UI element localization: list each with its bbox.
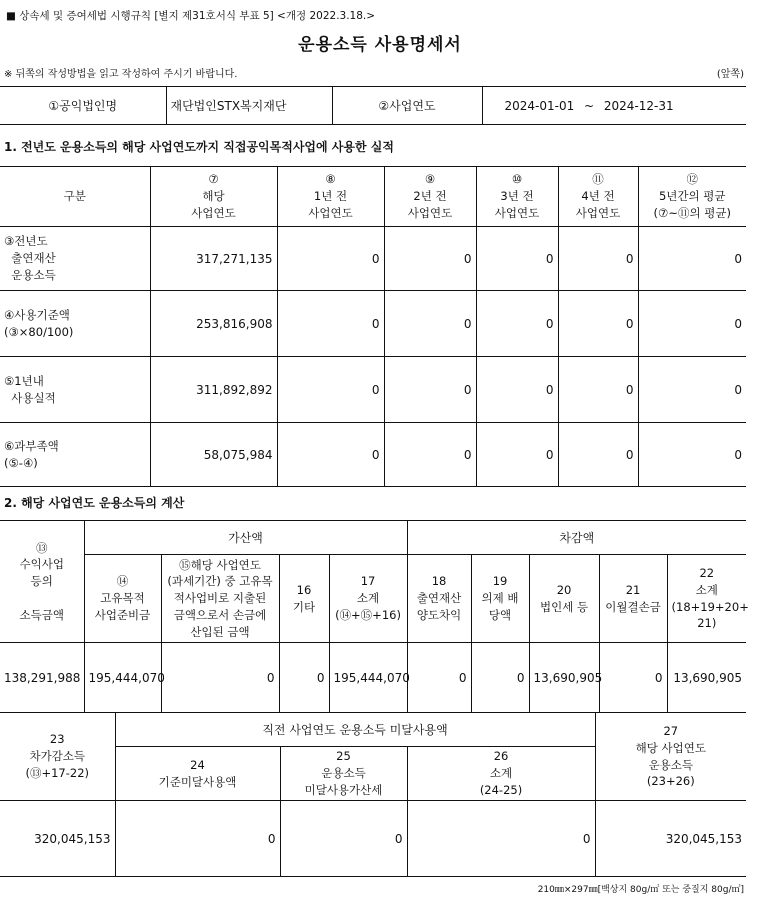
h21-loss <box>599 555 667 643</box>
cell-value: 0 <box>277 423 384 487</box>
col-header-num: ⑪ <box>592 172 604 187</box>
header-line: 16 <box>296 582 312 597</box>
header-line: 출연재산 <box>416 591 462 606</box>
cell-value: 0 <box>279 643 329 713</box>
header-line: ⑭ <box>116 574 129 589</box>
cell-value: 0 <box>558 423 638 487</box>
h13-income <box>0 521 84 643</box>
header-line: 20 <box>556 582 572 597</box>
header-line: 의제 배 <box>481 591 519 606</box>
header-line: (23+26) <box>646 774 695 789</box>
header-line: 27 <box>663 724 679 739</box>
net-income-table <box>0 712 746 877</box>
year-from: 2024-01-01 <box>504 98 575 113</box>
header-line: 1년 전 <box>313 189 348 204</box>
col-header-1 <box>150 167 277 227</box>
instruction-note: ※ 뒤쪽의 작성방법을 읽고 작성하여 주시기 바랍니다. <box>4 69 238 80</box>
cell-value: 58,075,984 <box>150 423 277 487</box>
cell-value: 0 <box>599 643 667 713</box>
cell-value: 0 <box>161 643 279 713</box>
section1-heading: 1. 전년도 운용소득의 해당 사업연도까지 직접공익목적사업에 사용한 실적 <box>4 140 394 154</box>
operating-income-calc-table <box>0 520 749 713</box>
cell-value: 0 <box>277 357 384 423</box>
cell-value: 320,045,153 <box>0 801 115 877</box>
header-line: 출연재산 <box>4 251 56 266</box>
col-header-2 <box>277 167 384 227</box>
cell-value: 0 <box>558 291 638 357</box>
header-line: ⑤1년내 <box>4 373 44 388</box>
cell-value: 0 <box>277 291 384 357</box>
cell-value: 0 <box>277 227 384 291</box>
header-line: 사용실적 <box>4 390 56 405</box>
cell-value: 0 <box>476 291 558 357</box>
h22-subtotal <box>667 555 749 643</box>
header-line: 수익사업 <box>19 557 64 572</box>
h20-tax <box>529 555 599 643</box>
cell-value: 0 <box>638 291 746 357</box>
header-line: 소계 <box>489 766 513 781</box>
header-line: 이월결손금 <box>605 599 661 614</box>
header-line: 양도차익 <box>416 607 462 622</box>
header-line: ⑮해당 사업연도 <box>179 557 261 572</box>
usage-record-table <box>0 166 746 487</box>
header-line: (⑬+17-22) <box>25 765 90 780</box>
header-line: 산입된 금액 <box>190 624 250 639</box>
header-line: 24 <box>190 757 205 772</box>
cell-value: 13,690,905 <box>529 643 599 713</box>
header-line: 차가감소득 <box>29 749 86 764</box>
table-row <box>0 423 746 487</box>
header-line: (⑤-④) <box>4 455 38 470</box>
col-header-num: ⑧ <box>325 172 336 187</box>
header-line: 사업준비금 <box>94 607 151 622</box>
col-header-5 <box>558 167 638 227</box>
header-line: (⑦~⑪의 평균) <box>653 205 731 220</box>
h19-dividend <box>471 555 529 643</box>
cell-value: 0 <box>638 357 746 423</box>
header-line: 운용소득 <box>4 267 56 282</box>
cell-value: 195,444,070 <box>329 643 407 713</box>
header-line: (18+19+20+ <box>671 599 749 614</box>
corp-name-value: 재단법인STX복지재단 <box>166 87 332 125</box>
table-row <box>0 291 746 357</box>
h23-net-income <box>0 713 115 801</box>
header-line: 25 <box>336 749 351 764</box>
header-line: 5년간의 평균 <box>658 189 726 204</box>
header-line: (⑭+⑮+16) <box>335 607 401 622</box>
header-line: 21 <box>625 582 641 597</box>
header-line: 기준미달사용액 <box>158 774 237 789</box>
col-header-4 <box>476 167 558 227</box>
info-table <box>0 86 746 125</box>
header-line: 21) <box>697 616 717 631</box>
h16-other <box>279 555 329 643</box>
header-line: (과세기간) 중 고유목 <box>167 574 273 589</box>
header-line <box>4 590 80 607</box>
cell-value: 317,271,135 <box>150 227 277 291</box>
section2-heading: 2. 해당 사업연도 운용소득의 계산 <box>4 496 185 510</box>
cell-value: 320,045,153 <box>595 801 746 877</box>
cell-value: 0 <box>638 227 746 291</box>
header-line: ⑥과부족액 <box>4 438 59 453</box>
header-line: 4년 전 <box>581 189 615 204</box>
fiscal-year-label: ②사업연도 <box>332 87 482 125</box>
header-line: 해당 사업연도 <box>635 740 706 755</box>
col-header-num: ⑨ <box>424 172 436 187</box>
cell-value: 253,816,908 <box>150 291 277 357</box>
col-header-3 <box>384 167 476 227</box>
header-line: (24-25) <box>479 782 523 797</box>
header-line: 17 <box>360 574 376 589</box>
header-line: 사업연도 <box>575 205 621 220</box>
col-header-num: ⑦ <box>208 172 219 187</box>
header-line: 구분 <box>63 189 86 204</box>
header-line: 등의 <box>30 574 53 589</box>
header-line: ⑬ <box>36 540 48 555</box>
h18-gain <box>407 555 471 643</box>
law-reference: ■ 상속세 및 증여세법 시행규칙 [별지 제31호서식 부표 5] <개정 2022.3.18.> <box>6 10 376 22</box>
col-header-6 <box>638 167 746 227</box>
cell-value: 0 <box>384 227 476 291</box>
row-label <box>0 357 150 423</box>
header-line: 2년 전 <box>413 189 447 204</box>
table-row <box>0 357 746 423</box>
year-separator: ~ <box>584 98 595 113</box>
header-line: 사업연도 <box>191 205 236 220</box>
prev-year-shortfall-header: 직전 사업연도 운용소득 미달사용액 <box>115 713 595 747</box>
header-line: 사업연도 <box>407 205 453 220</box>
cell-value: 0 <box>476 423 558 487</box>
page-side-label: (앞쪽) <box>716 69 744 80</box>
header-line: (③×80/100) <box>4 324 74 339</box>
header-line: 사업연도 <box>494 205 540 220</box>
row-label <box>0 423 150 487</box>
cell-value: 0 <box>384 291 476 357</box>
fiscal-year-value <box>482 87 746 125</box>
paper-spec: 210㎜×297㎜[백상지 80g/㎡ 또는 중질지 80g/㎡] <box>537 885 744 895</box>
row-label <box>0 291 150 357</box>
header-line: 기타 <box>292 599 316 614</box>
header-line: 당액 <box>488 607 512 622</box>
cell-value: 195,444,070 <box>84 643 161 713</box>
header-line: 미달사용가산세 <box>304 782 383 797</box>
cell-value: 0 <box>476 227 558 291</box>
header-line: ③전년도 <box>4 234 48 249</box>
addition-group-header: 가산액 <box>84 521 407 555</box>
cell-value: 0 <box>115 801 280 877</box>
cell-value: 0 <box>280 801 407 877</box>
header-line: 소계 <box>356 591 380 606</box>
h24-shortfall <box>115 747 280 801</box>
col-header-num: ⑫ <box>686 172 698 187</box>
h27-operating-income <box>595 713 746 801</box>
header-line: 19 <box>492 574 508 589</box>
corp-name-label: ①공익법인명 <box>0 87 166 125</box>
cell-value: 0 <box>407 801 595 877</box>
header-line: 소득금액 <box>19 607 64 622</box>
deduction-group-header: 차감액 <box>407 521 746 555</box>
cell-value: 0 <box>558 357 638 423</box>
cell-value: 13,690,905 <box>667 643 746 713</box>
table-row <box>0 227 746 291</box>
header-line: 사업연도 <box>308 205 353 220</box>
row-label <box>0 227 150 291</box>
header-line: 23 <box>49 732 65 747</box>
cell-value: 138,291,988 <box>0 643 84 713</box>
header-line: 22 <box>699 566 715 581</box>
header-line: 고유목적 <box>100 591 145 606</box>
cell-value: 0 <box>407 643 471 713</box>
header-line: 법인세 등 <box>539 599 589 614</box>
header-line: 26 <box>493 749 509 764</box>
h15-expense <box>161 555 279 643</box>
header-line: 소계 <box>695 582 718 597</box>
year-to: 2024-12-31 <box>603 98 674 113</box>
cell-value: 0 <box>384 357 476 423</box>
header-line: 18 <box>431 574 447 589</box>
h17-subtotal <box>329 555 407 643</box>
header-line: 3년 전 <box>500 189 534 204</box>
header-line: 운용소득 <box>648 757 693 772</box>
header-line: 운용소득 <box>321 766 366 781</box>
h26-subtotal <box>407 747 595 801</box>
h25-penalty <box>280 747 407 801</box>
header-line: 금액으로서 손금에 <box>173 607 267 622</box>
header-line: 해당 <box>202 189 225 204</box>
page-title: 운용소득 사용명세서 <box>298 35 462 55</box>
col-header-0 <box>0 167 150 227</box>
header-line: ④사용기준액 <box>4 307 70 322</box>
cell-value: 0 <box>384 423 476 487</box>
cell-value: 0 <box>476 357 558 423</box>
cell-value: 0 <box>558 227 638 291</box>
cell-value: 0 <box>638 423 746 487</box>
header-line: 적사업비로 지출된 <box>173 591 267 606</box>
cell-value: 0 <box>471 643 529 713</box>
h14-reserve <box>84 555 161 643</box>
cell-value: 311,892,892 <box>150 357 277 423</box>
col-header-num: ⑩ <box>511 172 523 187</box>
